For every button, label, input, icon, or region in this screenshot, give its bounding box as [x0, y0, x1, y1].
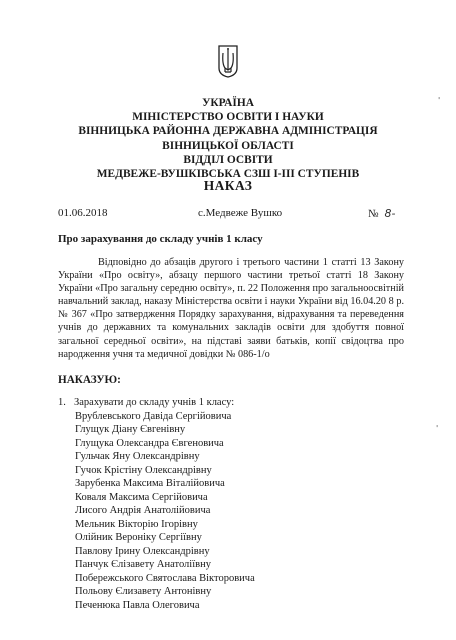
student-name: Гучок Крістіну Олександрівну: [75, 464, 212, 476]
student-list: [75, 410, 255, 613]
student-name: Коваля Максима Сергійовича: [75, 491, 208, 503]
student-name: Мельник Вікторію Ігорівну: [75, 518, 198, 530]
student-name: Побережського Святослава Вікторовича: [75, 572, 255, 584]
order-item: [58, 396, 255, 612]
document-body: [58, 256, 404, 361]
student-name: Польову Єлизавету Антонівну: [75, 586, 212, 597]
trident-emblem-icon: [216, 44, 240, 78]
order-item-text: Зарахувати до складу учнів 1 класу:: [74, 397, 235, 408]
scan-speck: ': [436, 424, 439, 433]
document-number-label: №: [368, 208, 379, 220]
order-item-header: [58, 396, 255, 410]
header-ministry: МІНІСТЕРСТВО ОСВІТИ І НАУКИ: [132, 111, 324, 124]
student-name: Лисого Андрія Анатолійовича: [75, 505, 211, 516]
document-number-value: 8-: [384, 207, 396, 220]
scan-speck: ': [438, 96, 441, 105]
header-department: ВІДДІЛ ОСВІТИ: [183, 153, 273, 166]
student-name: Панчук Єлізавету Анатоліївну: [75, 559, 211, 570]
student-name: Глущук Діану Євгенівну: [75, 424, 186, 435]
student-name: Зарубенка Максима Віталійовича: [75, 478, 225, 489]
student-name: Гульчак Яну Олександрівну: [75, 451, 200, 462]
student-name: Олійник Вероніку Сергіївну: [75, 532, 202, 543]
document-subject: Про зарахування до складу учнів 1 класу: [58, 233, 263, 245]
student-name: Печенюка Павла Олеговича: [75, 599, 200, 611]
header-region: ВІННИЦЬКОЇ ОБЛАСТІ: [162, 139, 294, 152]
document-header: [0, 96, 456, 181]
header-school: МЕДВЕЖЕ-ВУШКІВСЬКА СЗШ І-ІІІ СТУПЕНІВ: [96, 168, 360, 181]
student-name: Глущука Олександра Євгеновича: [75, 437, 224, 449]
document-place: с.Медвеже Вушко: [198, 207, 283, 219]
document-date: 01.06.2018: [58, 207, 108, 219]
header-country: УКРАЇНА: [202, 97, 254, 109]
student-name: Павлову Ірину Олександрівну: [75, 545, 210, 557]
document-type-title: НАКАЗ: [203, 178, 253, 193]
header-administration: ВІННИЦЬКА РАЙОННА ДЕРЖАВНА АДМІНІСТРАЦІЯ: [78, 125, 378, 138]
body-paragraph: Відповідно до абзаців другого і третього частини 1 статті 13 Закону України «Про освіту», абзацу першого частини третьої статті 18 Закону України «Про загальну середню освіту», п. 22 Положення про загальноосвітній навчальний заклад, наказу Міністерства освіти і науки України від 16.04.20 8 р. № 367 «Про затвердження Порядку зарахування, відрахування та переведення учнів до державних та комунальних закладів освіти для здобуття повної загальної середньої освіти», на підставі заяви батьків, копії свідоцтва про народження учня та медичної довідки № 086-1/о: [58, 257, 404, 360]
orders-heading: НАКАЗУЮ:: [58, 374, 121, 386]
student-name: Врублевського Давіда Сергійовича: [75, 410, 232, 422]
document-number: [368, 207, 395, 220]
order-item-number: 1.: [58, 397, 66, 408]
